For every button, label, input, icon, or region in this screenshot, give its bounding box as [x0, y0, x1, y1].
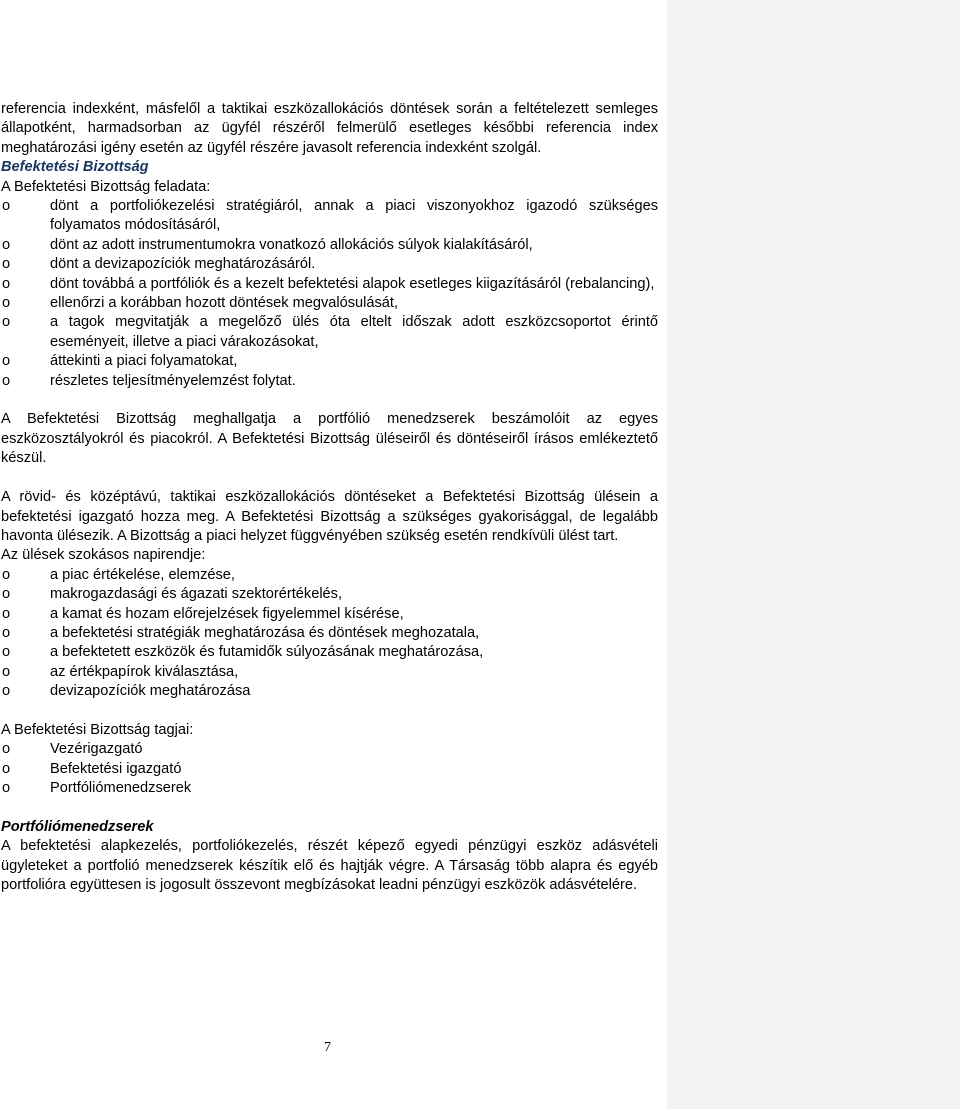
list-item: o Portfóliómenedzserek: [1, 779, 658, 798]
bullet-icon: o: [2, 760, 11, 777]
bullet-icon: o: [2, 198, 11, 215]
bullet-icon: o: [2, 644, 11, 661]
meetings-paragraph: A Befektetési Bizottság meghallgatja a portfólió menedzserek beszámolóit az egyes eszközosztályokról és piacokról. A Befektetési Bizottság üléseiről és döntéseiről írásos emlékeztető készül.: [1, 411, 658, 467]
list-item: o devizapozíciók meghatározása: [1, 682, 658, 701]
members-lead: A Befektetési Bizottság tagjai:: [1, 721, 194, 738]
bullet-icon: o: [2, 624, 11, 641]
intro-paragraph: referencia indexként, másfelől a taktikai eszközallokációs döntések során a feltételezett semleges állapotként, harmadsorban az ügyfél részéről felmerülő esetleges későbbi referencia index meghatározási igény esetén az ügyfél részére javasolt referencia indexként szolgál.: [1, 101, 658, 156]
bullet-icon: o: [2, 295, 11, 312]
bullet-icon: o: [2, 256, 11, 273]
list-item: o dönt a portfoliókezelési stratégiáról, annak a piaci viszonyokhoz igazodó szükséges folyamatos módosításáról,: [2, 198, 658, 234]
list-item: o Vezérigazgató: [1, 740, 658, 759]
list-item: o a tagok megvitatják a megelőző ülés óta eltelt időszak adott eszközcsoportot érintő eseményeit, illetve a piaci várakozásokat,: [2, 314, 658, 350]
comment-pane: [667, 0, 960, 1109]
portfolio-managers-paragraph: A befektetési alapkezelés, portfoliókezelés, részét képező egyedi pénzügyi eszköz adásvételi ügyleteket a portfolió menedzserek készítik elő és hajtják végre. A Társaság több alapra és egyéb portfolióra együttesen is jogosult összevont megbízásokat leadni pénzügyi eszközök adásvételére.: [1, 838, 658, 894]
list-item: o dönt a devizapozíciók meghatározásáról.: [1, 255, 658, 274]
list-item: o a befektetési stratégiák meghatározása és döntések meghozatala,: [1, 624, 658, 643]
list-item: o a piac értékelése, elemzése,: [1, 566, 658, 585]
bullet-icon: o: [2, 605, 11, 622]
bullet-icon: o: [2, 683, 11, 700]
duties-lead: A Befektetési Bizottság feladata:: [1, 178, 211, 195]
agenda-lead: Az ülések szokásos napirendje:: [1, 547, 206, 564]
list-item: o áttekinti a piaci folyamatokat,: [1, 352, 658, 371]
bullet-icon: o: [2, 586, 11, 603]
heading-portfoliomenedzserek: Portfóliómenedzserek: [1, 818, 154, 835]
duties-list: [1, 197, 658, 391]
decisions-paragraph: A rövid- és középtávú, taktikai eszközallokációs döntéseket a Befektetési Bizottság ülésein a befektetési igazgató hozza meg. A Befektetési Bizottság a szükséges gyakorisággal, de legalább havonta ülésezik. A Bizottság a piaci helyzet függvényében szükség esetén rendkívüli ülést tart.: [1, 489, 658, 544]
list-item: o a kamat és hozam előrejelzések figyelemmel kísérése,: [1, 605, 658, 624]
document-body: [1, 100, 658, 896]
list-item: o makrogazdasági és ágazati szektorértékelés,: [1, 585, 658, 604]
bullet-icon: o: [2, 566, 11, 583]
bullet-icon: o: [2, 663, 11, 680]
bullet-icon: o: [2, 236, 11, 253]
agenda-list: [1, 566, 658, 702]
page-number: 7: [324, 1040, 331, 1055]
list-item: o dönt továbbá a portfóliók és a kezelt befektetési alapok esetleges kiigazításáról (rebalancing),: [1, 275, 658, 294]
list-item: o ellenőrzi a korábban hozott döntések megvalósulását,: [1, 294, 658, 313]
list-item: o a befektetett eszközök és futamidők súlyozásának meghatározása,: [1, 643, 658, 662]
list-item: o Befektetési igazgató: [1, 760, 658, 779]
bullet-icon: o: [2, 275, 11, 292]
members-list: [1, 740, 658, 798]
list-item: o részletes teljesítményelemzést folytat.: [1, 372, 658, 391]
heading-befektetesi-bizottsag: Befektetési Bizottság: [1, 159, 149, 176]
bullet-icon: o: [2, 741, 11, 758]
bullet-icon: o: [2, 780, 11, 797]
list-item: o dönt az adott instrumentumokra vonatkozó allokációs súlyok kialakításáról,: [1, 236, 658, 255]
bullet-icon: o: [2, 314, 11, 331]
list-item: o az értékpapírok kiválasztása,: [1, 663, 658, 682]
bullet-icon: o: [2, 353, 11, 370]
bullet-icon: o: [2, 372, 11, 389]
